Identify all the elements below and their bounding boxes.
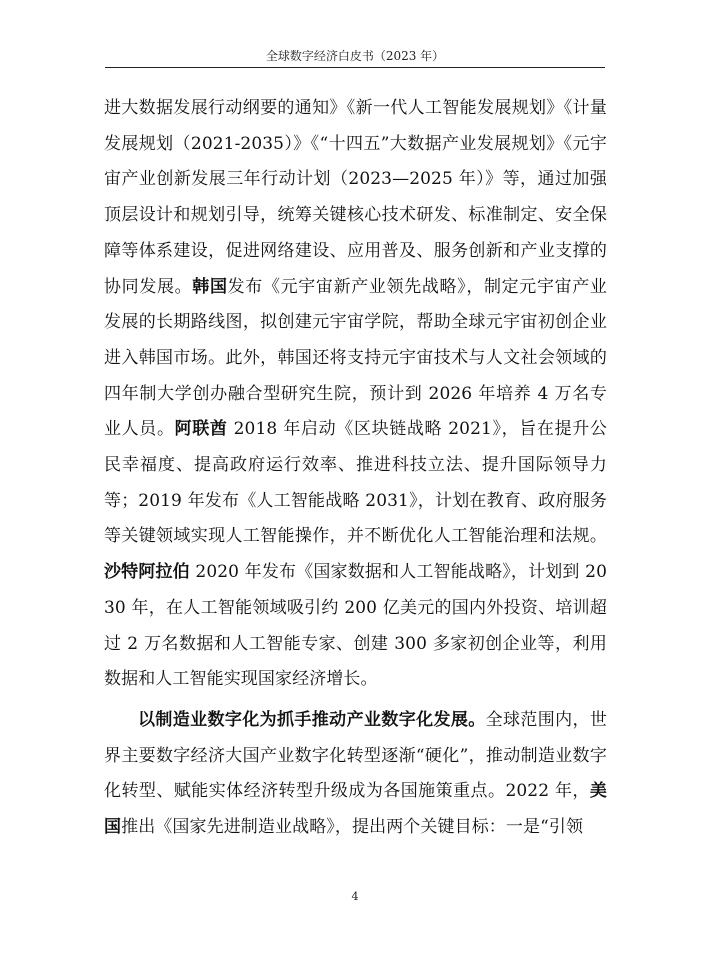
body-text [104,91,607,846]
header-divider [105,67,605,68]
page-header-title: 全球数字经济白皮书（2023 年） [265,49,445,63]
country-uae: 阿联酋 [174,419,228,440]
paragraph-lead-heading: 以制造业数字化为抓手推动产业数字化发展。 [138,709,486,730]
paragraph-2 [104,703,607,846]
country-usa: 美国 [104,781,607,838]
text-run: 2020 年发布《国家数据和人工智能战略》，计划到 2030 年，在人工智能领域吸引约 200 亿美元的国内外投资、培训超过 2 万名数据和人工智能专家、创建 300 多家初创企业等，利用数据和人工智能实现国家经济增长。 [104,562,607,690]
country-korea: 韩国 [192,276,228,297]
text-run: 全球范围内，世界主要数字经济大国产业数字化转型逐渐“硬化”，推动制造业数字化转型、赋能实体经济转型升级成为各国施策重点。2022 年， [104,709,608,802]
page-number: 4 [351,890,359,903]
text-run: 推出《国家先进制造业战略》，提出两个关键目标：一是“引领 [121,817,584,838]
country-saudi-arabia: 沙特阿拉伯 [104,562,190,583]
text-run: 发布《元宇宙新产业领先战略》，制定元宇宙产业发展的长期路线图，拟创建元宇宙学院，帮助全球元宇宙初创企业进入韩国市场。此外，韩国还将支持元宇宙技术与人文社会领域的四年制大学创办融合型研究生院，预计到 2026 年培养 4 万名专业人员。 [104,276,608,440]
paragraph-1 [104,91,607,698]
text-run: 2018 年启动《区块链战略 2021》，旨在提升公民幸福度、提高政府运行效率、推进科技立法、提升国际领导力等；2019 年发布《人工智能战略 2031》，计划在教育、政府服务等关键领域实现人工智能操作，并不断优化人工智能治理和法规。 [104,419,607,547]
text-run: 进大数据发展行动纲要的通知》《新一代人工智能发展规划》《计量发展规划（2021-2035）》《“十四五”大数据产业发展规划》《元宇宙产业创新发展三年行动计划（2023—2025 年）》等，通过加强顶层设计和规划引导，统筹关键核心技术研发、标准制定、安全保障等体系建设，促进网络建设、应用普及、服务创新和产业支撑的协同发展。 [104,98,607,297]
